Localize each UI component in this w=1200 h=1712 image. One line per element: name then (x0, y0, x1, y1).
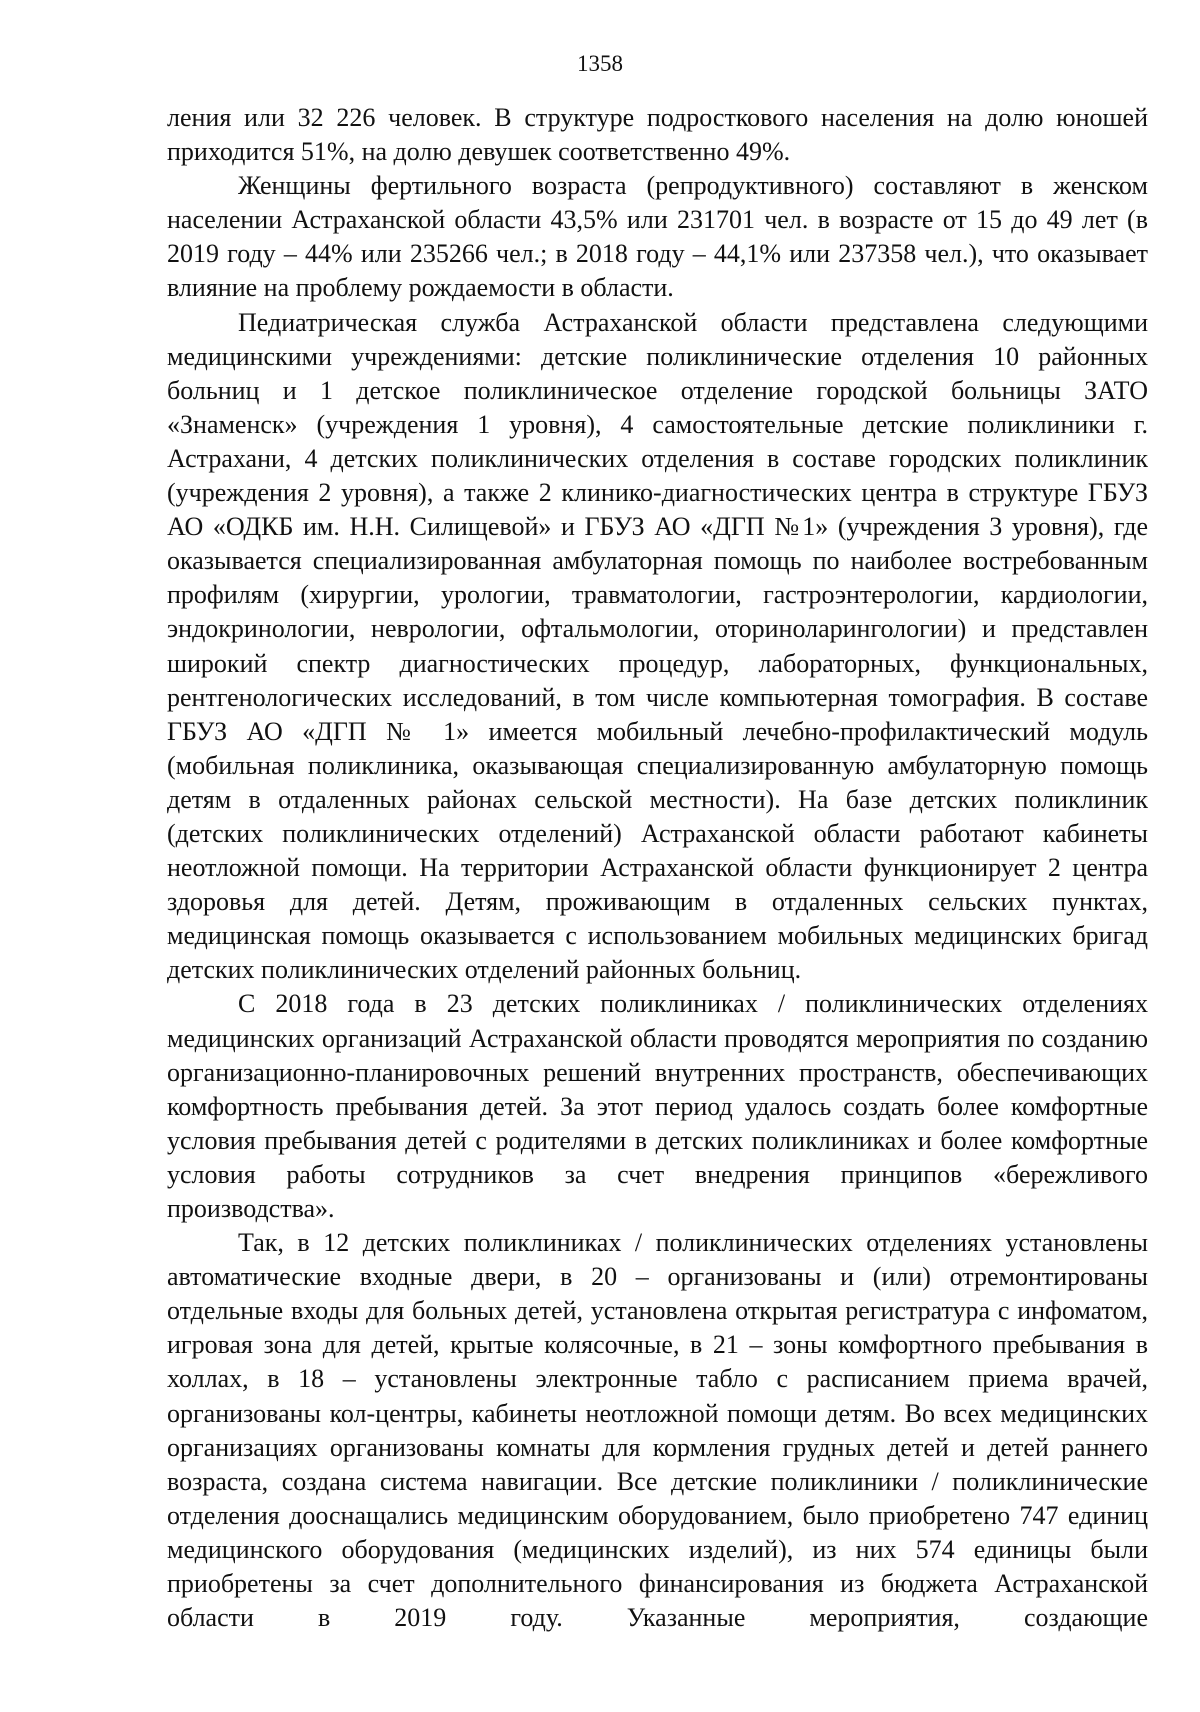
document-body (167, 101, 1148, 1635)
paragraph-equipment: Так, в 12 детских поликлиниках / поликлинических отделениях установлены автоматические входные двери, в 20 – организованы и (или) отремонтированы отдельные входы для больных детей, установлена открытая регистратура с инфоматом, игровая зона для детей, крытые колясочные, в 21 – зоны комфортного пребывания в холлах, в 18 – установлены электронные табло с расписанием приема врачей, организованы кол-центры, кабинеты неотложной помощи детям. Во всех медицинских организациях организованы комнаты для кормления грудных детей и детей раннего возраста, создана система навигации. Все детские поликлиники / поликлинические отделения дооснащались медицинским оборудованием, было приобретено 747 единиц медицинского оборудования (медицинских изделий), из них 574 единицы были приобретены за счет дополнительного финансирования из бюджета Астраханской области в 2019 году. Указанные мероприятия, создающие (167, 1228, 1148, 1633)
paragraph-adolescent-population: ления или 32 226 человек. В структуре подросткового населения на долю юношей приходится 51%, на долю девушек соответственно 49%. (167, 103, 1148, 167)
paragraph-comfort-measures: С 2018 года в 23 детских поликлиниках / поликлинических отделениях медицинских организаций Астраханской области проводятся мероприятия по созданию организационно-планировочных решений внутренних пространств, обеспечивающих комфортность пребывания детей. За этот период удалось создать более комфортные условия пребывания детей с родителями в детских поликлиниках и более комфортные условия работы сотрудников за счет внедрения принципов «бережливого производства». (167, 989, 1148, 1223)
paragraph-fertile-women: Женщины фертильного возраста (репродуктивного) составляют в женском населении Астраханской области 43,5% или 231701 чел. в возрасте от 15 до 49 лет (в 2019 году – 44% или 235266 чел.; в 2018 году – 44,1% или 237358 чел.), что оказывает влияние на проблему рождаемости в области. (167, 171, 1148, 303)
paragraph-pediatric-service: Педиатрическая служба Астраханской области представлена следующими медицинскими учреждениями: детские поликлинические отделения 10 районных больниц и 1 детское поликлиническое отделение городской больницы ЗАТО «Знаменск» (учреждения 1 уровня), 4 самостоятельные детские поликлиники г. Астрахани, 4 детских поликлинических отделения в составе городских поликлиник (учреждения 2 уровня), а также 2 клинико-диагностических центра в структуре ГБУЗ АО «ОДКБ им. Н.Н. Силищевой» и ГБУЗ АО «ДГП №1» (учреждения 3 уровня), где оказывается специализированная амбулаторная помощь по наиболее востребованным профилям (хирургии, урологии, травматологии, гастроэнтерологии, кардиологии, эндокринологии, неврологии, офтальмологии, оториноларингологии) и представлен широкий спектр диагностических процедур, лабораторных, функциональных, рентгенологических исследований, в том числе компьютерная томография. В составе ГБУЗ АО «ДГП № 1» имеется мобильный лечебно-профилактический модуль (мобильная поликлиника, оказывающая специализированную амбулаторную помощь детям в отдаленных районах сельской местности). На базе детских поликлиник (детских поликлинических отделений) Астраханской области работают кабинеты неотложной помощи. На территории Астраханской области функционирует 2 центра здоровья для детей. Детям, проживающим в отдаленных сельских пунктах, медицинская помощь оказывается с использованием мобильных медицинских бригад детских поликлинических отделений районных больниц. (167, 307, 1148, 985)
page-number: 1358 (577, 51, 623, 76)
